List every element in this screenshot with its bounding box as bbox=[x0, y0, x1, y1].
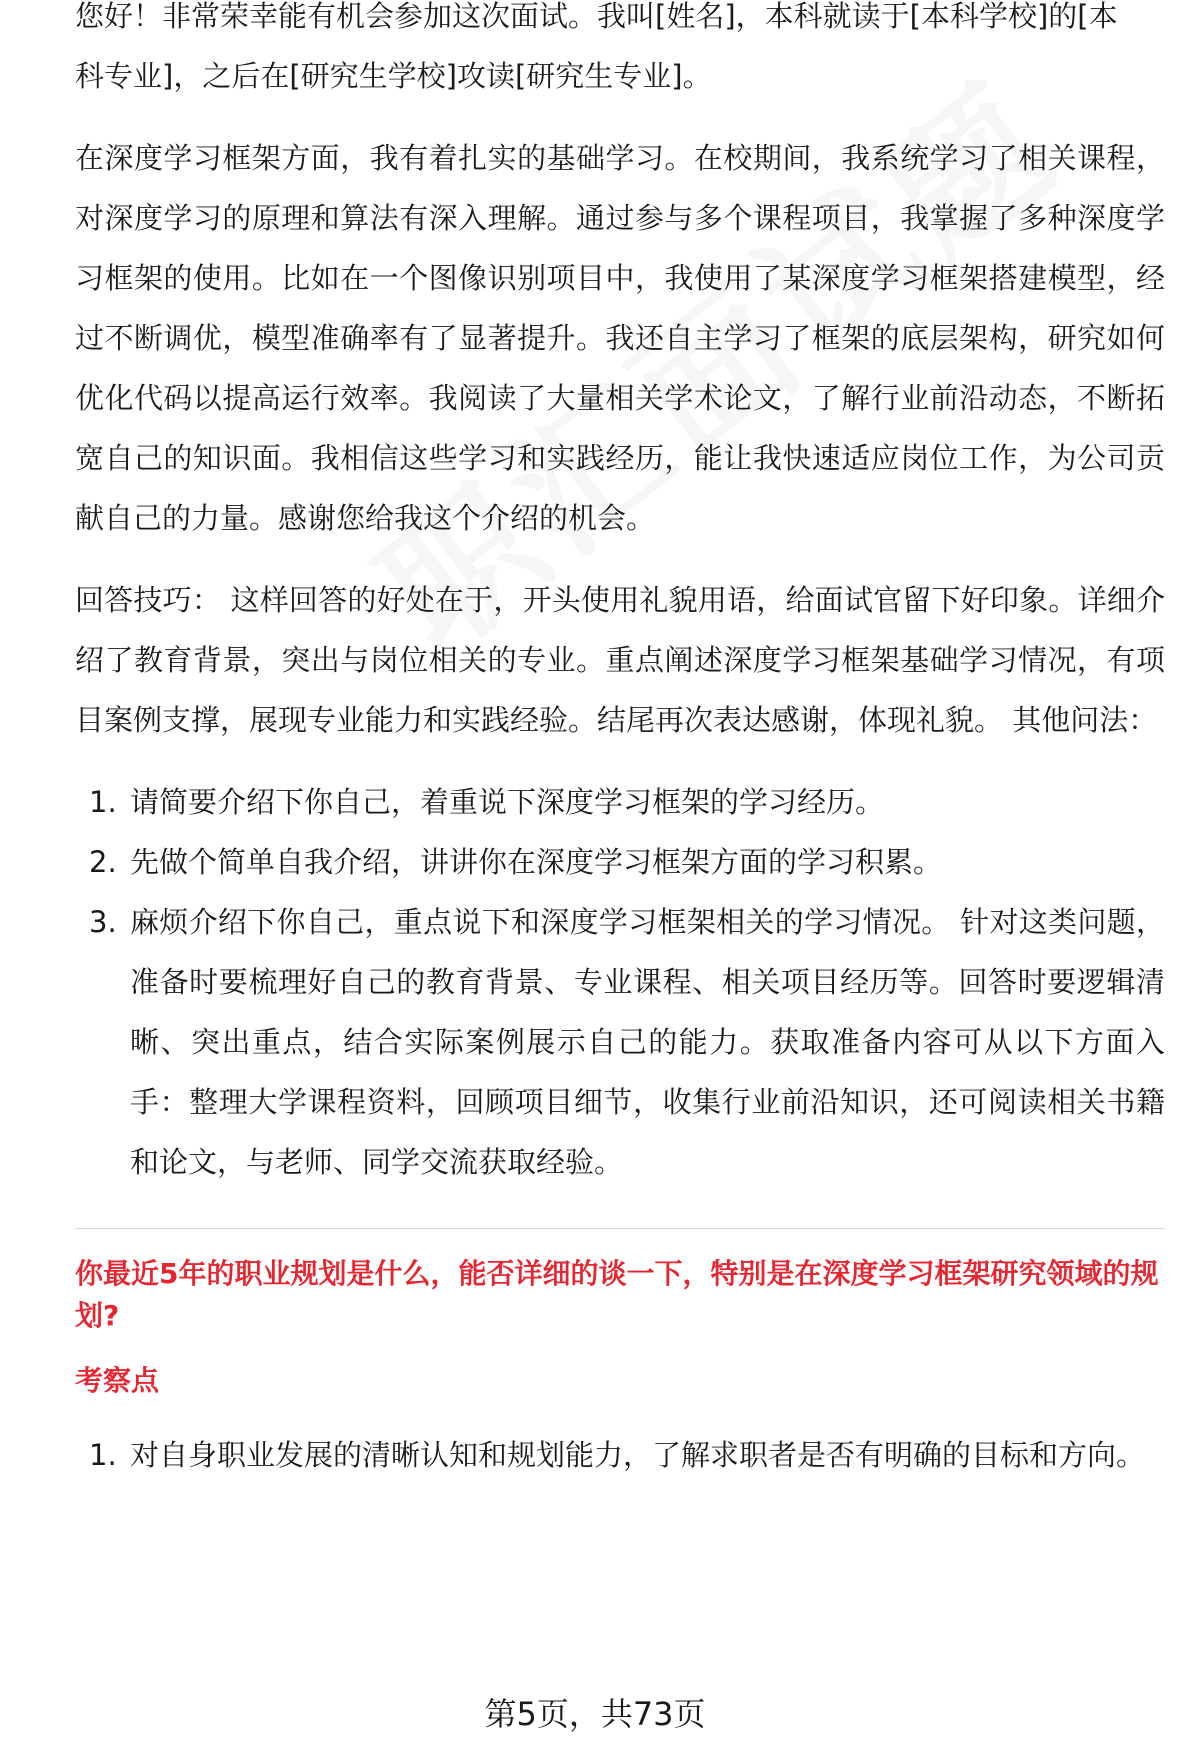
body-paragraph: 在深度学习框架方面，我有着扎实的基础学习。在校期间，我系统学习了相关课程，对深度学习的原理和算法有深入理解。通过参与多个课程项目，我掌握了多种深度学习框架的使用。比如在一个图像识别项目中，我使用了某深度学习框架搭建模型，经过不断调优，模型准确率有了显著提升。我还自主学习了框架的底层架构，研究如何优化代码以提高运行效率。我阅读了大量相关学术论文，了解行业前沿动态，不断拓宽自己的知识面。我相信这些学习和实践经历，能让我快速适应岗位工作，为公司贡献自己的力量。感谢您给我这个介绍的机会。 bbox=[75, 141, 1165, 535]
list-item-text: 对自身职业发展的清晰认知和规划能力，了解求职者是否有明确的目标和方向。 bbox=[130, 1438, 1146, 1472]
list-number: 2. bbox=[89, 845, 117, 879]
focus-points-list bbox=[75, 1425, 1165, 1485]
section-divider bbox=[75, 1228, 1165, 1229]
intro-paragraph-end: 科专业]，之后在[研究生学校]攻读[研究生专业]。 bbox=[75, 59, 712, 93]
list-number: 1. bbox=[89, 785, 117, 819]
list-number: 3. bbox=[89, 905, 117, 939]
tips-paragraph: 回答技巧： 这样回答的好处在于，开头使用礼貌用语，给面试官留下好印象。详细介绍了教育背景，突出与岗位相关的专业。重点阐述深度学习框架基础学习情况，有项目案例支撑，展现专业能力和实践经验。结尾再次表达感谢，体现礼貌。 其他问法： bbox=[75, 583, 1165, 737]
list-item-text: 先做个简单自我介绍，讲讲你在深度学习框架方面的学习积累。 bbox=[130, 845, 943, 879]
question-heading: 你最近5年的职业规划是什么，能否详细的谈一下，特别是在深度学习框架研究领域的规划? bbox=[75, 1257, 1159, 1332]
subheading-focus: 考察点 bbox=[75, 1364, 160, 1397]
cut-off-line bbox=[75, 0, 1165, 46]
list-item bbox=[75, 1425, 1165, 1485]
list-item-text: 麻烦介绍下你自己，重点说下和深度学习框架相关的学习情况。 针对这类问题，准备时要梳理好自己的教育背景、专业课程、相关项目经历等。回答时要逻辑清晰、突出重点，结合实际案例展示自己的能力。获取准备内容可从以下方面入手：整理大学课程资料，回顾项目细节，收集行业前沿知识，还可阅读相关书籍和论文，与老师、同学交流获取经验。 bbox=[130, 905, 1165, 1179]
other-questions-list bbox=[75, 772, 1165, 1192]
cut-off-text: 您好！非常荣幸能有机会参加这次面试。我叫[姓名]，本科就读于[本科学校]的[本 bbox=[75, 0, 1118, 33]
list-item bbox=[75, 892, 1165, 1192]
page-number: 第5页，共73页 bbox=[484, 1695, 706, 1733]
list-item bbox=[75, 772, 1165, 832]
list-item bbox=[75, 832, 1165, 892]
list-number: 1. bbox=[89, 1438, 117, 1472]
page-content bbox=[75, 0, 1165, 1485]
list-item-text: 请简要介绍下你自己，着重说下深度学习框架的学习经历。 bbox=[130, 785, 885, 819]
